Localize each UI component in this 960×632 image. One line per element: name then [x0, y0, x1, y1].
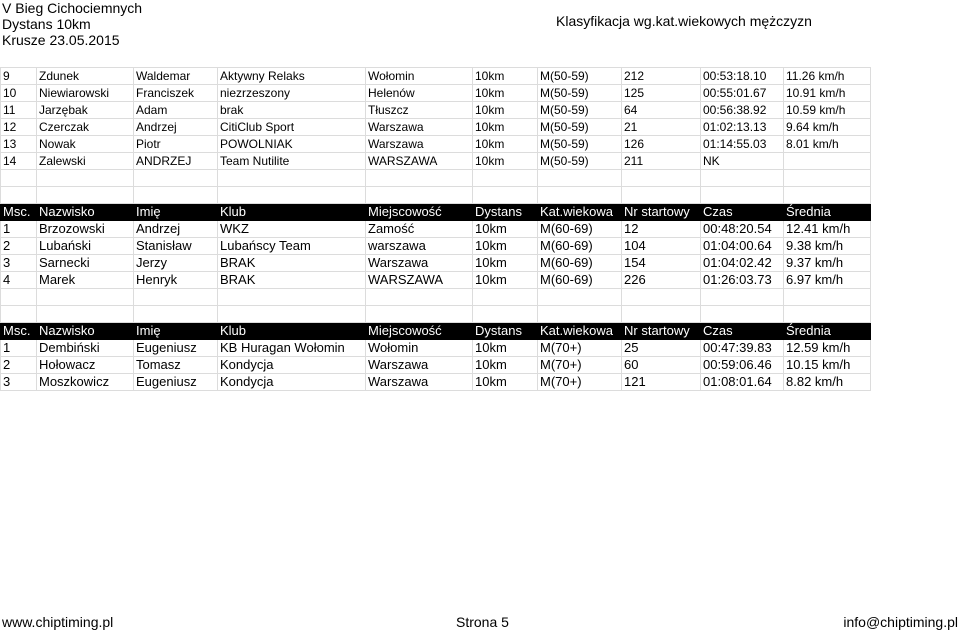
table-cell: niezrzeszony	[218, 85, 366, 102]
table-cell: 00:56:38.92	[701, 102, 784, 119]
table-cell: 10km	[473, 238, 538, 255]
empty-cell	[701, 306, 784, 323]
empty-cell	[622, 170, 701, 187]
results-table	[0, 67, 871, 391]
table-cell: Warszawa	[366, 255, 473, 272]
table-cell: 01:08:01.64	[701, 374, 784, 391]
table-cell: 00:53:18.10	[701, 68, 784, 85]
empty-cell	[134, 306, 218, 323]
table-cell: Warszawa	[366, 136, 473, 153]
table-cell: 9	[1, 68, 37, 85]
table-cell: Kat.wiekowa	[538, 204, 622, 221]
empty-cell	[37, 306, 134, 323]
table-cell: 01:02:13.13	[701, 119, 784, 136]
table-cell: Imię	[134, 323, 218, 340]
table-cell: BRAK	[218, 272, 366, 289]
table-cell: Średnia	[784, 204, 871, 221]
table-cell: Kondycja	[218, 357, 366, 374]
table-cell: 125	[622, 85, 701, 102]
table-cell: 10km	[473, 119, 538, 136]
table-row	[1, 272, 871, 289]
table-cell: Dystans	[473, 204, 538, 221]
table-cell: 121	[622, 374, 701, 391]
empty-cell	[701, 170, 784, 187]
table-cell: M(50-59)	[538, 153, 622, 170]
table-cell: Adam	[134, 102, 218, 119]
empty-cell	[622, 306, 701, 323]
table-cell: Eugeniusz	[134, 374, 218, 391]
table-cell: Team Nutilite	[218, 153, 366, 170]
table-cell: M(50-59)	[538, 85, 622, 102]
table-cell: 1	[1, 340, 37, 357]
table-cell: 2	[1, 238, 37, 255]
table-cell: Tłuszcz	[366, 102, 473, 119]
empty-cell	[473, 187, 538, 204]
empty-cell	[622, 187, 701, 204]
table-cell: KB Huragan Wołomin	[218, 340, 366, 357]
table-cell: 3	[1, 374, 37, 391]
table-cell: Nr startowy	[622, 204, 701, 221]
table-cell: Imię	[134, 204, 218, 221]
table-cell: Miejscowość	[366, 204, 473, 221]
event-distance: Dystans 10km	[2, 16, 91, 32]
blank-row	[1, 187, 871, 204]
table-cell: 226	[622, 272, 701, 289]
empty-cell	[701, 187, 784, 204]
table-cell: Klub	[218, 323, 366, 340]
column-header-row	[1, 323, 871, 340]
table-cell: WARSZAWA	[366, 272, 473, 289]
table-cell: 01:04:02.42	[701, 255, 784, 272]
table-cell: M(50-59)	[538, 102, 622, 119]
event-title: V Bieg Cichociemnych	[2, 0, 143, 16]
table-cell: Brzozowski	[37, 221, 134, 238]
table-cell: Kat.wiekowa	[538, 323, 622, 340]
table-row	[1, 119, 871, 136]
empty-cell	[37, 187, 134, 204]
empty-cell	[784, 289, 871, 306]
empty-cell	[134, 187, 218, 204]
table-cell: 10km	[473, 153, 538, 170]
table-cell: 1	[1, 221, 37, 238]
empty-cell	[473, 170, 538, 187]
table-cell: 64	[622, 102, 701, 119]
empty-cell	[134, 170, 218, 187]
footer-website: www.chiptiming.pl	[2, 614, 114, 630]
empty-cell	[784, 170, 871, 187]
empty-cell	[1, 187, 37, 204]
table-cell: 10.15 km/h	[784, 357, 871, 374]
table-cell: Warszawa	[366, 119, 473, 136]
blank-row	[1, 306, 871, 323]
table-cell: M(50-59)	[538, 119, 622, 136]
table-cell: Dembiński	[37, 340, 134, 357]
empty-cell	[218, 289, 366, 306]
table-cell: 3	[1, 255, 37, 272]
table-cell: WARSZAWA	[366, 153, 473, 170]
table-row	[1, 255, 871, 272]
table-cell: 10km	[473, 136, 538, 153]
table-cell: Stanisław	[134, 238, 218, 255]
table-cell: Helenów	[366, 85, 473, 102]
table-cell: M(50-59)	[538, 68, 622, 85]
table-cell: M(60-69)	[538, 221, 622, 238]
table-cell: 9.64 km/h	[784, 119, 871, 136]
table-cell: Nr startowy	[622, 323, 701, 340]
table-cell: ANDRZEJ	[134, 153, 218, 170]
table-cell: Aktywny Relaks	[218, 68, 366, 85]
table-cell: Piotr	[134, 136, 218, 153]
empty-cell	[538, 289, 622, 306]
footer-email: info@chiptiming.pl	[843, 614, 958, 630]
empty-cell	[701, 289, 784, 306]
table-cell: 12.59 km/h	[784, 340, 871, 357]
column-header-row	[1, 204, 871, 221]
table-row	[1, 85, 871, 102]
empty-cell	[366, 187, 473, 204]
classification-title: Klasyfikacja wg.kat.wiekowych mężczyzn	[556, 13, 812, 29]
table-cell: 212	[622, 68, 701, 85]
table-cell: Lubańscy Team	[218, 238, 366, 255]
empty-cell	[784, 306, 871, 323]
table-cell: 2	[1, 357, 37, 374]
table-cell: 00:47:39.83	[701, 340, 784, 357]
table-cell: 211	[622, 153, 701, 170]
table-cell: M(60-69)	[538, 255, 622, 272]
table-cell: 9.38 km/h	[784, 238, 871, 255]
table-cell: Msc.	[1, 204, 37, 221]
table-cell: 01:14:55.03	[701, 136, 784, 153]
table-cell: 10km	[473, 357, 538, 374]
table-cell: Marek	[37, 272, 134, 289]
table-cell: Wołomin	[366, 340, 473, 357]
table-cell: 01:26:03.73	[701, 272, 784, 289]
empty-cell	[473, 289, 538, 306]
table-cell: Dystans	[473, 323, 538, 340]
table-cell: Hołowacz	[37, 357, 134, 374]
empty-cell	[473, 306, 538, 323]
table-cell: CitiClub Sport	[218, 119, 366, 136]
table-cell: Eugeniusz	[134, 340, 218, 357]
report-header	[2, 0, 142, 48]
empty-cell	[134, 289, 218, 306]
table-cell: Nowak	[37, 136, 134, 153]
table-cell: Sarnecki	[37, 255, 134, 272]
table-row	[1, 374, 871, 391]
table-cell: Zamość	[366, 221, 473, 238]
table-cell: warszawa	[366, 238, 473, 255]
table-cell: 21	[622, 119, 701, 136]
table-cell: M(70+)	[538, 340, 622, 357]
table-cell: 10.91 km/h	[784, 85, 871, 102]
table-cell: 10km	[473, 272, 538, 289]
table-cell: Klub	[218, 204, 366, 221]
table-row	[1, 238, 871, 255]
table-cell: 25	[622, 340, 701, 357]
table-cell: Zalewski	[37, 153, 134, 170]
empty-cell	[538, 170, 622, 187]
table-cell: Czerczak	[37, 119, 134, 136]
empty-cell	[538, 187, 622, 204]
table-cell: Jarzębak	[37, 102, 134, 119]
table-cell: 10km	[473, 255, 538, 272]
table-cell: Moszkowicz	[37, 374, 134, 391]
table-cell: M(50-59)	[538, 136, 622, 153]
table-cell: Kondycja	[218, 374, 366, 391]
empty-cell	[366, 170, 473, 187]
table-cell: 01:04:00.64	[701, 238, 784, 255]
empty-cell	[37, 170, 134, 187]
table-cell: Andrzej	[134, 221, 218, 238]
table-cell: 11.26 km/h	[784, 68, 871, 85]
empty-cell	[37, 289, 134, 306]
table-cell	[784, 153, 871, 170]
table-cell: 8.82 km/h	[784, 374, 871, 391]
table-cell: 10km	[473, 102, 538, 119]
table-cell: Msc.	[1, 323, 37, 340]
table-row	[1, 221, 871, 238]
table-cell: WKZ	[218, 221, 366, 238]
table-cell: Lubański	[37, 238, 134, 255]
table-cell: POWOLNIAK	[218, 136, 366, 153]
table-cell: 12	[622, 221, 701, 238]
table-cell: 10km	[473, 340, 538, 357]
blank-row	[1, 289, 871, 306]
table-cell: Henryk	[134, 272, 218, 289]
table-row	[1, 153, 871, 170]
empty-cell	[1, 170, 37, 187]
table-cell: Zdunek	[37, 68, 134, 85]
footer-page-number: Strona 5	[456, 614, 509, 630]
table-cell: Nazwisko	[37, 323, 134, 340]
empty-cell	[218, 170, 366, 187]
table-cell: NK	[701, 153, 784, 170]
table-cell: Tomasz	[134, 357, 218, 374]
table-cell: 13	[1, 136, 37, 153]
blank-row	[1, 170, 871, 187]
empty-cell	[784, 187, 871, 204]
table-row	[1, 102, 871, 119]
table-cell: Czas	[701, 323, 784, 340]
table-cell: 10km	[473, 374, 538, 391]
table-cell: 14	[1, 153, 37, 170]
event-location-date: Krusze 23.05.2015	[2, 32, 120, 48]
table-cell: Waldemar	[134, 68, 218, 85]
table-cell: 10.59 km/h	[784, 102, 871, 119]
table-cell: 4	[1, 272, 37, 289]
table-cell: 60	[622, 357, 701, 374]
table-cell: 12.41 km/h	[784, 221, 871, 238]
empty-cell	[622, 289, 701, 306]
table-cell: 104	[622, 238, 701, 255]
empty-cell	[1, 306, 37, 323]
empty-cell	[218, 306, 366, 323]
table-cell: 6.97 km/h	[784, 272, 871, 289]
table-cell: Wołomin	[366, 68, 473, 85]
table-row	[1, 68, 871, 85]
empty-cell	[538, 306, 622, 323]
table-cell: M(60-69)	[538, 238, 622, 255]
table-cell: 10km	[473, 221, 538, 238]
empty-cell	[218, 187, 366, 204]
table-cell: 10	[1, 85, 37, 102]
table-cell: Jerzy	[134, 255, 218, 272]
table-row	[1, 340, 871, 357]
table-cell: Czas	[701, 204, 784, 221]
table-cell: 9.37 km/h	[784, 255, 871, 272]
table-cell: 10km	[473, 85, 538, 102]
table-row	[1, 357, 871, 374]
empty-cell	[366, 289, 473, 306]
table-cell: Andrzej	[134, 119, 218, 136]
table-cell: 154	[622, 255, 701, 272]
table-cell: 00:48:20.54	[701, 221, 784, 238]
table-cell: 00:55:01.67	[701, 85, 784, 102]
table-cell: Warszawa	[366, 374, 473, 391]
table-cell: 12	[1, 119, 37, 136]
table-cell: Miejscowość	[366, 323, 473, 340]
table-cell: Niewiarowski	[37, 85, 134, 102]
table-cell: Nazwisko	[37, 204, 134, 221]
table-row	[1, 136, 871, 153]
table-cell: 11	[1, 102, 37, 119]
table-cell: M(70+)	[538, 374, 622, 391]
table-cell: Średnia	[784, 323, 871, 340]
empty-cell	[1, 289, 37, 306]
table-cell: Warszawa	[366, 357, 473, 374]
table-cell: 126	[622, 136, 701, 153]
table-cell: M(60-69)	[538, 272, 622, 289]
table-cell: Franciszek	[134, 85, 218, 102]
table-cell: 00:59:06.46	[701, 357, 784, 374]
table-cell: BRAK	[218, 255, 366, 272]
empty-cell	[366, 306, 473, 323]
table-cell: 10km	[473, 68, 538, 85]
table-cell: 8.01 km/h	[784, 136, 871, 153]
table-cell: brak	[218, 102, 366, 119]
table-cell: M(70+)	[538, 357, 622, 374]
